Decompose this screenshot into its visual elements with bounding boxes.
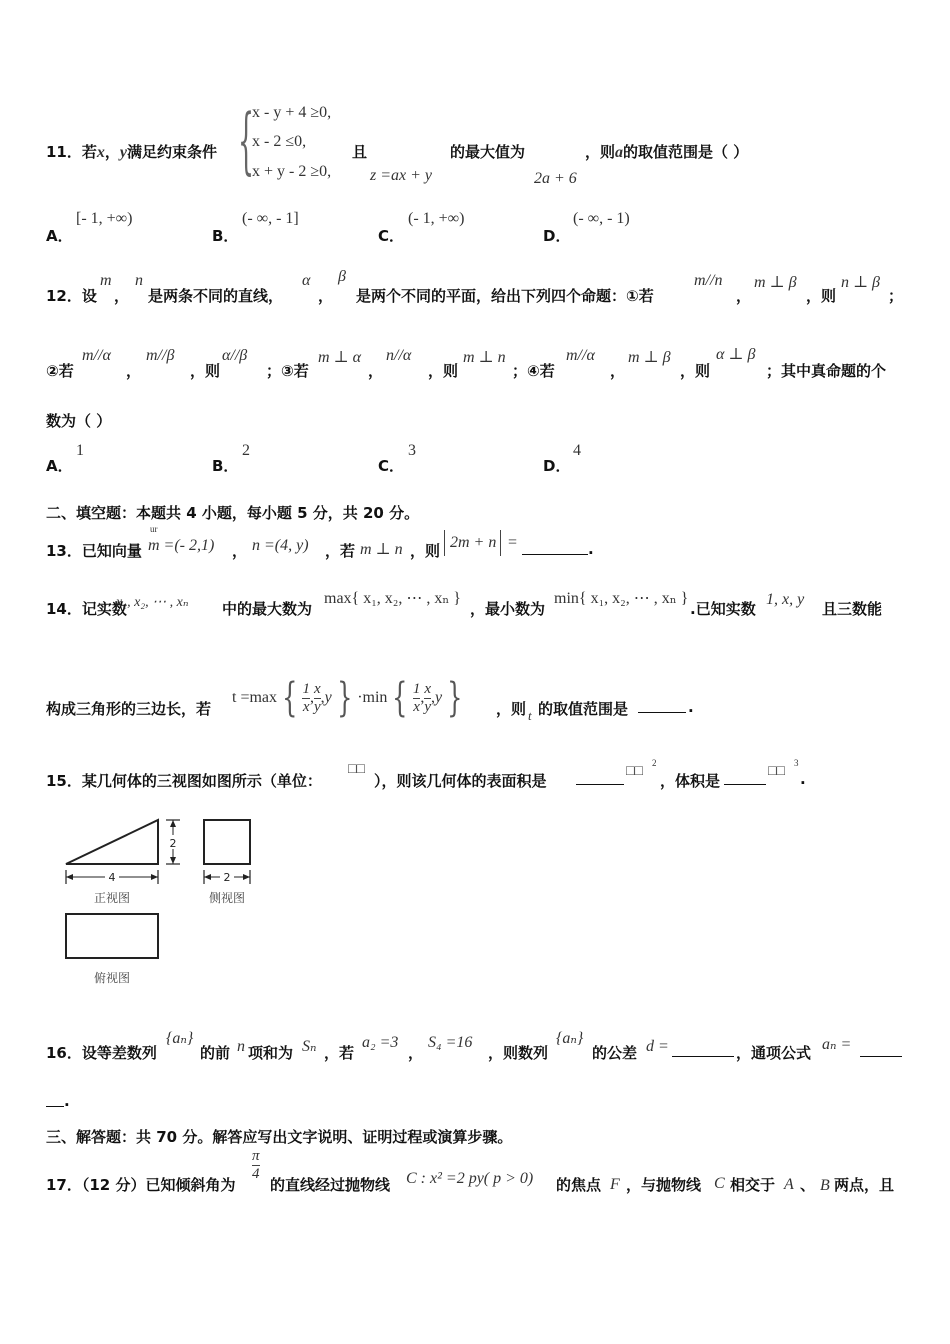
close-brace-1: }	[336, 675, 353, 721]
frac-1-over-x-2: $\frac{1}{x}$	[412, 680, 421, 715]
abs-bar-right	[500, 530, 501, 556]
q17-t3: ，与抛物线	[626, 1176, 702, 1194]
y-term-1: y	[324, 689, 332, 706]
prop2-c: α//β	[222, 347, 248, 364]
q12-option-c-label[interactable]: C．	[378, 457, 405, 475]
seq-an-braced-2: {aₙ}	[556, 1030, 584, 1047]
q12-comma: ，	[114, 287, 130, 305]
seq-an-braced: {aₙ}	[166, 1030, 194, 1047]
dim-height-arrow-up	[170, 820, 176, 827]
q16-lead: 16．设等差数列	[46, 1044, 157, 1062]
vector-arrow-mark: ur	[150, 524, 158, 534]
q14-t4: 且三数能	[822, 600, 883, 618]
var-F: F	[610, 1176, 620, 1193]
constraint-2: x - 2 ≤0,	[252, 133, 307, 150]
q16-end: .	[64, 1092, 70, 1110]
top-view-rectangle	[66, 914, 158, 958]
q12-comma-3: ，	[736, 287, 752, 305]
q15-t1: ），则该几何体的表面积是	[374, 772, 547, 790]
q12-lead: 12．设	[46, 287, 97, 305]
front-view-triangle	[66, 820, 158, 864]
q11-option-c-value: (- 1, +∞)	[408, 210, 465, 227]
vector-n: n =(4, y)	[252, 537, 309, 554]
S4-value: S₄ =16	[428, 1034, 473, 1051]
q16-t4: ，则数列	[488, 1044, 549, 1062]
q14-nums: 1, x, y	[766, 591, 805, 608]
var-A: A	[784, 1176, 794, 1193]
q12-option-c-value: 3	[408, 442, 416, 459]
constraint-1: x - y + 4 ≥0,	[252, 104, 332, 121]
section-3-heading: 三、解答题：共 70 分。解答应写出文字说明、证明过程或演算步骤。	[46, 1128, 513, 1146]
prop2-a: m//α	[82, 347, 111, 364]
q16-t6: ，通项公式	[736, 1044, 812, 1062]
q12-text-2: 是两个不同的平面，给出下列四个命题：①若	[356, 287, 654, 305]
q16-t1: 的前	[200, 1044, 231, 1062]
q14-seq: x₁, x₂, ⋯ , xₙ	[116, 595, 189, 610]
q14-t2: ，最小数为	[470, 600, 546, 618]
unit-placeholder: □□	[348, 762, 365, 777]
frac-x-over-y-2: $\frac{x}{y}$	[424, 680, 432, 715]
q16-sep: ，	[408, 1044, 424, 1062]
q12-ze-3: ，则	[428, 362, 459, 380]
dim-side-arrow-left	[204, 874, 211, 880]
q12-option-b-label[interactable]: B．	[212, 457, 239, 475]
dim-side-arrow-right	[243, 874, 250, 880]
unit-placeholder-3: □□	[768, 764, 785, 779]
q14-t3: .已知实数	[690, 600, 756, 618]
q16-an-blank[interactable]	[860, 1042, 902, 1057]
close-brace-2: }	[447, 675, 463, 721]
q14-tail: 的取值范围是	[538, 700, 629, 718]
var-Sn: Sₙ	[302, 1038, 317, 1055]
var-B: B	[820, 1177, 830, 1194]
q17-dun: 、	[800, 1176, 816, 1194]
q11-option-c-label[interactable]: C．	[378, 227, 405, 245]
var-d: d =	[646, 1038, 669, 1055]
dim-side-label: 2	[223, 871, 231, 884]
q12-line3: 数为（ ）	[46, 412, 112, 430]
unit-placeholder-2: □□	[626, 764, 643, 779]
q14-min-expr: min{ x₁, x₂, ⋯ , xₙ }	[554, 590, 689, 607]
front-view-label: 正视图	[93, 891, 131, 905]
q15-lead: 15．某几何体的三视图如图所示（单位：	[46, 772, 322, 790]
prop3-a: m ⊥ α	[318, 349, 361, 366]
dot-min: ·min	[357, 689, 388, 706]
q14-end: .	[688, 698, 694, 716]
frac-x-over-y: $\frac{x}{y}$	[313, 680, 321, 715]
q13-ze: ，则	[410, 542, 441, 560]
sup-3: 3	[794, 758, 799, 768]
t-equals-max: t =max	[232, 689, 278, 706]
prop1-a: m//n	[694, 272, 723, 289]
q13-answer-blank[interactable]	[522, 540, 588, 555]
q17-lead: 17．（12 分）已知倾斜角为	[46, 1176, 236, 1194]
abs-expr: 2m + n	[450, 534, 497, 551]
prop1-b: m ⊥ β	[754, 274, 797, 291]
q16-t2: 项和为	[248, 1044, 294, 1062]
q17-t1: 的直线经过抛物线	[270, 1176, 391, 1194]
q17-t4: 相交于	[730, 1176, 776, 1194]
frac-pi-over-4: $\frac{\pi}{4}$	[252, 1148, 260, 1182]
q12-ze-4: ，则	[680, 362, 711, 380]
q12-option-d-label[interactable]: D．	[543, 457, 571, 475]
an-equals: aₙ =	[822, 1036, 852, 1053]
side-view-square	[204, 820, 250, 864]
vector-m: m =(- 2,1)	[148, 537, 215, 554]
q11-option-b-value: (- ∞, - 1]	[242, 210, 299, 227]
frac-1-over-x: $\frac{1}{x}$	[302, 680, 310, 715]
dim-width-arrow-right	[151, 874, 158, 880]
q12-line2-lead: ②若	[46, 362, 74, 380]
q13-eq: =	[508, 534, 518, 551]
q14-line2-lead: 构成三角形的三边长，若	[46, 700, 212, 718]
dim-width-label: 4	[108, 871, 116, 884]
open-brace-1: {	[282, 675, 298, 721]
var-m: m	[100, 272, 112, 289]
q11-tail: ，则a的取值范围是（ ）	[585, 143, 749, 161]
q11-option-d-label[interactable]: D．	[543, 227, 571, 245]
var-t: t	[528, 708, 532, 723]
q12-line2-tail: ；其中真命题的个	[766, 362, 887, 380]
open-brace-2: {	[392, 675, 408, 721]
prop4-a: m//α	[566, 347, 595, 364]
q11-option-b-label[interactable]: B．	[212, 227, 239, 245]
q14-lead: 14．记实数	[46, 600, 127, 618]
abs-bar-left	[444, 530, 445, 556]
q12-comma-4: ，	[126, 362, 142, 380]
q15-end: .	[800, 770, 806, 788]
q12-ze-2: ，则	[190, 362, 221, 380]
q12-ze-1: ，则	[806, 287, 837, 305]
q14-t-formula: t =max { $\frac{1}{x}$ , $\frac{x}{y}$ , y } ·min { $\frac{1}{x}$ , $\frac{x}{y}$ , y }	[232, 675, 463, 721]
section-2-heading: 二、填空题：本题共 4 小题，每小题 5 分，共 20 分。	[46, 504, 420, 522]
q16-t5: 的公差	[592, 1044, 638, 1062]
prop1-c: n ⊥ β	[841, 274, 881, 291]
y-term-2: y	[435, 689, 443, 706]
prop3-b: n//α	[386, 347, 412, 364]
max-value: 2a + 6	[534, 170, 577, 187]
parabola-eq: C : x² =2 py( p > 0)	[406, 1170, 534, 1187]
q17-t2: 的焦点	[556, 1176, 602, 1194]
q11-mid: 的最大值为	[450, 143, 526, 161]
q14-answer-blank[interactable]	[638, 698, 686, 713]
q13-ruo: ，若	[325, 542, 356, 560]
dim-height-label: 2	[169, 837, 177, 850]
side-view-label: 侧视图	[208, 891, 246, 905]
q12-prop3-lead: ；③若	[266, 362, 309, 380]
q14-max-expr: max{ x₁, x₂, ⋯ , xₙ }	[324, 590, 461, 607]
q13-lead: 13．已知向量	[46, 542, 142, 560]
q13-sep: ，	[232, 542, 248, 560]
q12-comma-2: ，	[318, 287, 334, 305]
var-C: C	[714, 1175, 725, 1192]
q14-ze: ，则	[496, 700, 527, 718]
q12-comma-6: ，	[610, 362, 626, 380]
q14-t1: 中的最大数为	[222, 600, 313, 618]
objective-z: z =ax + y	[370, 167, 433, 184]
q11-option-d-value: (- ∞, - 1)	[573, 210, 630, 227]
q13-end: .	[588, 540, 594, 558]
top-view-label: 俯视图	[93, 971, 131, 985]
q12-option-a-value: 1	[76, 442, 84, 459]
q15-t2: ，体积是	[660, 772, 721, 790]
q12-semi-1: ；	[888, 287, 904, 305]
q11-option-a-label[interactable]: A．	[46, 227, 73, 245]
q17-t5: 两点，且	[834, 1176, 895, 1194]
q16-d-blank[interactable]	[672, 1042, 734, 1057]
var-beta: β	[338, 268, 346, 285]
var-alpha: α	[302, 272, 311, 289]
q12-option-d-value: 4	[573, 442, 581, 459]
prop3-c: m ⊥ n	[463, 349, 506, 366]
q11-qie: 且	[352, 143, 368, 161]
q13-perp: m ⊥ n	[360, 541, 403, 558]
q11-lead: 11．若x，y满足约束条件	[46, 143, 218, 161]
sup-2: 2	[652, 758, 657, 768]
q12-text-1: 是两条不同的直线，	[148, 287, 284, 305]
q16-t3: ，若	[324, 1044, 355, 1062]
q12-prop4-lead: ；④若	[512, 362, 555, 380]
constraint-3: x + y - 2 ≥0,	[252, 163, 332, 180]
dim-height-arrow-down	[170, 857, 176, 864]
q12-option-a-label[interactable]: A．	[46, 457, 73, 475]
three-view-figure	[56, 812, 266, 992]
constraint-brace: {	[238, 98, 255, 182]
prop2-b: m//β	[146, 347, 175, 364]
prop4-b: m ⊥ β	[628, 349, 671, 366]
q12-comma-5: ，	[368, 362, 384, 380]
q11-option-a-value: [- 1, +∞)	[76, 210, 133, 227]
q15-volume-blank[interactable]	[724, 770, 766, 785]
q15-area-blank[interactable]	[576, 770, 624, 785]
dim-width-arrow-left	[66, 874, 73, 880]
q16-an-blank-cont[interactable]	[46, 1092, 64, 1107]
var-n-16: n	[237, 1038, 245, 1055]
q12-option-b-value: 2	[242, 442, 250, 459]
var-n: n	[135, 272, 143, 289]
prop4-c: α ⊥ β	[716, 346, 756, 363]
a2-value: a₂ =3	[362, 1034, 399, 1051]
